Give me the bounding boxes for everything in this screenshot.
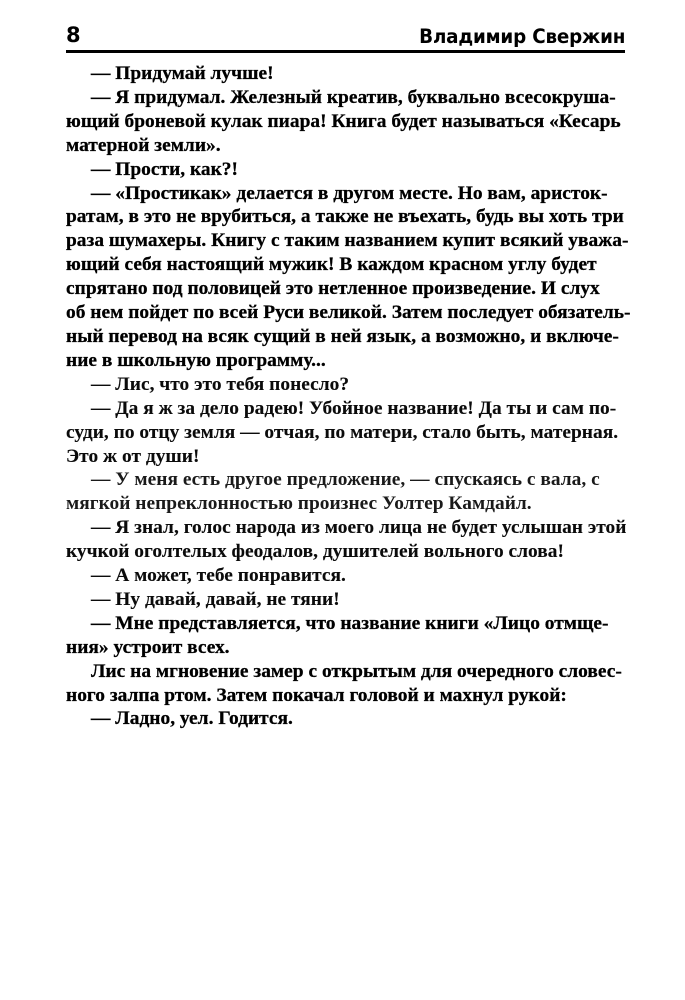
text-line: ющий броневой кулак пиара! Книга будет называться «Кесарь xyxy=(66,110,621,132)
text-line: кучкой оголтелых феодалов, душителей вольного слова! xyxy=(66,541,564,563)
paragraph xyxy=(66,373,625,397)
paragraph xyxy=(66,564,625,588)
text-line: — Лис, что это тебя понесло? xyxy=(91,373,350,395)
paragraph xyxy=(66,612,625,660)
text-line: ющий себя настоящий мужик! В каждом красном углу будет xyxy=(66,254,597,276)
text-line: Это ж от души! xyxy=(66,445,200,467)
text-line: ние в школьную программу... xyxy=(66,349,326,371)
paragraph xyxy=(66,182,631,373)
body-text xyxy=(66,62,631,731)
paragraph xyxy=(66,468,625,516)
text-line: — Да я ж за дело радею! Убойное название! Да ты и сам по- xyxy=(91,397,617,419)
text-line: — «Простикак» делается в другом месте. Но вам, аристок- xyxy=(91,182,608,204)
paragraph xyxy=(66,86,625,158)
text-line: мягкой непреклонностью произнес Уолтер Камдайл. xyxy=(66,493,532,515)
paragraph xyxy=(66,660,625,708)
text-line: Лис на мгновение замер с открытым для очередного словес- xyxy=(91,660,622,682)
paragraph xyxy=(66,516,625,564)
text-line: об нем пойдет по всей Руси великой. Затем последует обязатель- xyxy=(66,302,631,324)
running-head xyxy=(66,14,625,46)
text-line: — Ну давай, давай, не тяни! xyxy=(91,588,340,610)
paragraph xyxy=(66,707,625,731)
paragraph xyxy=(66,397,625,469)
paragraph xyxy=(66,588,625,612)
text-line: ного залпа ртом. Затем покачал головой и махнул рукой: xyxy=(66,684,567,706)
text-line: — Я придумал. Железный креатив, буквально всесокруша- xyxy=(91,86,616,108)
paragraph xyxy=(66,158,625,182)
author-name: Владимир Свержин xyxy=(418,24,625,48)
text-line: суди, по отцу земля — отчая, по матери, стало быть, матерная. xyxy=(66,421,619,443)
text-line: — Ладно, уел. Годится. xyxy=(91,708,293,730)
text-line: ратам, в это не врубиться, а также не въехать, будь вы хоть три xyxy=(66,206,624,228)
text-line: спрятано под половицей это нетленное произведение. И слух xyxy=(66,278,600,300)
text-line: — Придумай лучше! xyxy=(91,63,274,84)
page-number: 8 xyxy=(66,23,81,47)
text-line: раза шумахеры. Книгу с таким названием купит всякий уважа- xyxy=(66,230,629,252)
paragraph xyxy=(66,62,625,86)
text-line: — У меня есть другое предложение, — спускаясь с вала, с xyxy=(91,469,600,491)
text-line: матерной земли». xyxy=(66,134,221,156)
text-line: — Прости, как?! xyxy=(91,158,238,180)
text-line: ния» устроит всех. xyxy=(66,636,230,658)
text-line: — Мне представляется, что название книги «Лицо отмще- xyxy=(91,612,609,634)
text-line: — А может, тебе понравится. xyxy=(91,565,346,587)
text-line: ный перевод на всяк сущий в ней язык, а возможно, и включе- xyxy=(66,325,619,347)
text-line: — Я знал, голос народа из моего лица не будет услышан этой xyxy=(91,517,627,539)
header-rule xyxy=(66,50,625,53)
